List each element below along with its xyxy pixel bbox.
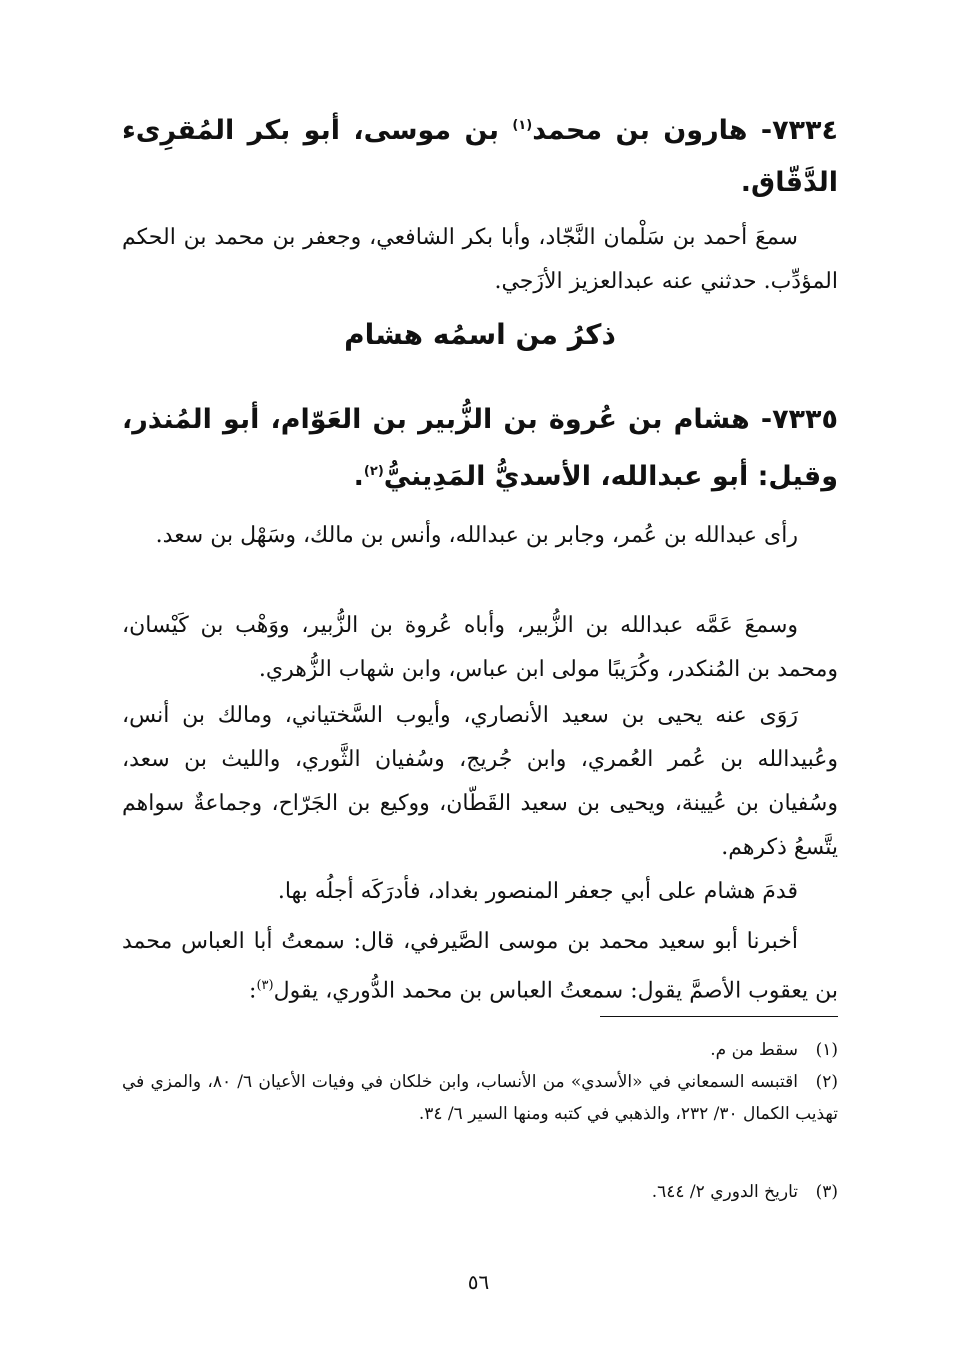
footnote-1: (١)سقط من م. <box>710 1040 838 1060</box>
section-title: ذكرُ من اسمُه هشام <box>344 318 616 351</box>
footnote-divider <box>600 1016 838 1017</box>
entry-7335-paragraph-3: رَوَى عنه يحيى بن سعيد الأنصاري، وأيوب السَّختياني، ومالك بن أنس، وعُبيدالله بن عُمر العُمري، وابن جُريج، وسُفيان الثَّوري، والليث بن سعد، وسُفيان بن عُيينة، ويحيى بن سعيد القَطّان، ووكيع بن الجَرّاح، وجماعةٌ سواهم يتَّسعُ ذكرهم. <box>122 703 838 860</box>
footnote-3: (٣)تاريخ الدوري ٢/ ٦٤٤. <box>651 1182 838 1202</box>
page-number: ٥٦ <box>467 1270 490 1294</box>
footnote-2: (٢)اقتبسه السمعاني في «الأسدي» من الأنساب، وابن خلكان في وفيات الأعيان ٦/ ٨٠، والمزي في تهذيب الكمال ٣٠/ ٢٣٢، والذهبي في كتبه ومنها السير ٦/ ٣٤. <box>122 1072 838 1124</box>
entry-7334-heading: ٧٣٣٤- هارون بن محمد$^{(١)}$ بن موسى، أبو بكر المُقرِىء الدَّقّاق. <box>122 115 838 198</box>
entry-7335-paragraph-2: وسمعَ عَمَّه عبدالله بن الزُّبير، وأباه عُروة بن الزُّبير، ووَهْب بن كَيْسان، ومحمد بن المُنكدر، وكُرَيبًا مولى ابن عباس، وابن شهاب الزُّهري. <box>122 613 838 682</box>
entry-7335-heading: ٧٣٣٥- هشام بن عُروة بن الزُّبير بن العَوّام، أبو المُنذر، وقيل: أبو عبدالله، الأسديُّ المَدِينيُّ$^{(٢)}$. <box>122 404 838 492</box>
entry-7335-paragraph-5: أخبرنا أبو سعيد محمد بن موسى الصَّيرفي، قال: سمعتُ أبا العباس محمد بن يعقوب الأصمَّ يقول: سمعتُ العباس بن محمد الدُّوري، يقول$^{(٣)}$: <box>122 929 838 1004</box>
entry-7335-paragraph-1: رأى عبدالله بن عُمر، وجابر بن عبدالله، وأنس بن مالك، وسَهْل بن سعد. <box>155 523 798 548</box>
entry-7335-paragraph-4: قدمَ هشام على أبي جعفر المنصور بغداد، فأدرَكَه أجلُه بها. <box>277 879 798 904</box>
entry-7334-paragraph: سمعَ أحمد بن سَلْمان النَّجّاد، وأبا بكر الشافعي، وجعفر بن محمد بن الحكم المؤدِّب. حدثني عنه عبدالعزيز الأزَجي. <box>122 225 838 294</box>
